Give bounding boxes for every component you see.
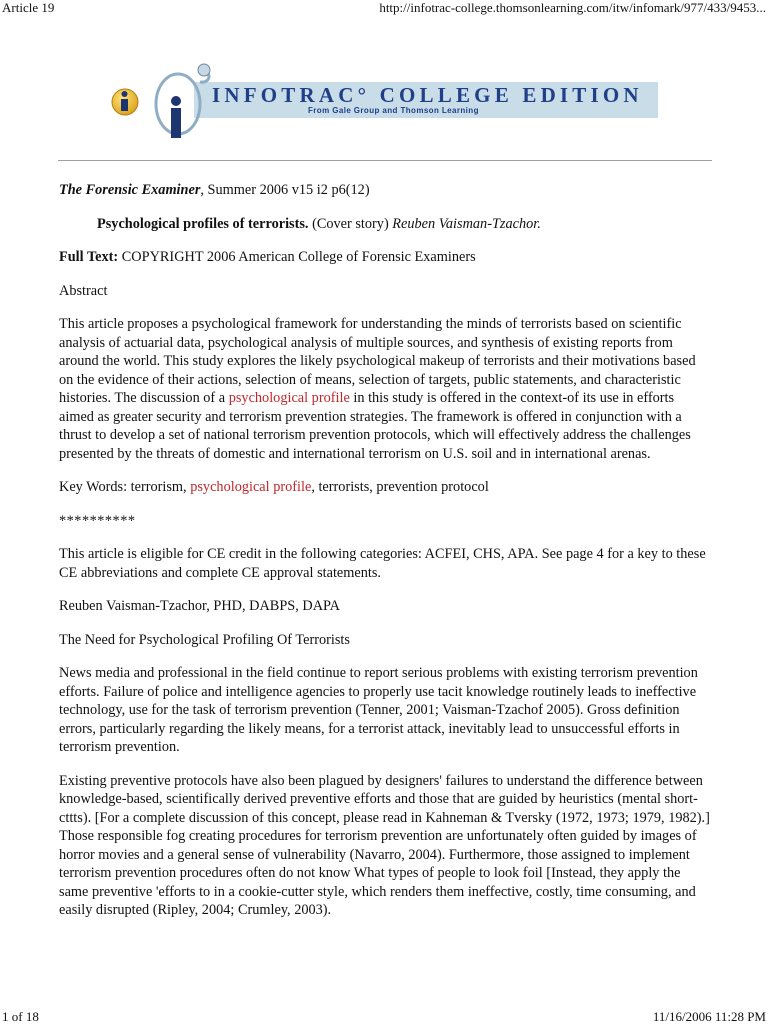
print-header-url: http://infotrac-college.thomsonlearning.com/itw/infomark/977/433/9453...: [379, 0, 766, 15]
abstract-paragraph: [59, 315, 711, 463]
keywords-text-2: , terrorists, prevention protocol: [311, 479, 489, 495]
page-counter: 1 of 18: [2, 1009, 39, 1024]
citation-line: [59, 181, 711, 200]
logo-title: INFOTRAC° COLLEGE EDITION: [212, 83, 643, 107]
section-heading: The Need for Psychological Profiling Of Terrorists: [59, 631, 350, 648]
keywords-text-1: Key Words: terrorism,: [59, 479, 191, 495]
section-separator: **********: [59, 512, 136, 529]
citation-details: , Summer 2006 v15 i2 p6(12): [200, 182, 370, 198]
psychological-profile-link[interactable]: psychological profile: [228, 390, 350, 406]
header-divider: [58, 160, 712, 161]
body-paragraph-2: Existing preventive protocols have also been plagued by designers' failures to understand the difference between knowledge-based, scientifically derived preventive efforts and those that are guided by heuristics (mental short-cttts). [For a complete discussion of this concept, please read in Kahneman & Tversky (1972, 1973; 1979, 1982).] Those responsible fog creating procedures for terrorism prevention are unfortunately often guided by images of horror movies and a general sense of vulnerability (Navarro, 2004). Furthermore, those assigned to implement terrorism prevention procedures often do not know What types of people to look foil [Instead, they apply the same preventive 'efforts to in a cookie-cutter style, which renders them ineffective, costly, time consuming, and easily disrupted (Ripley, 2004; Crumley, 2003).: [59, 772, 710, 918]
ce-credit-note: This article is eligible for CE credit in the following categories: ACFEI, CHS, APA. See page 4 for a key to these CE abbreviations and complete CE approval statements.: [59, 546, 706, 581]
abstract-text-1: This article proposes a psychological framework for understanding the minds of terrorists based on scientific analysis of actuarial data, psychological analysis of multiple sources, and synthesis of existing reports from around the world. This study explores the likely psychological makeup of terrorists and their motivations based on the evidence of their actions, selection of means, selection of targets, public statements, and characteristic histories. The discussion of a: [59, 316, 696, 406]
author-credentials: Reuben Vaisman-Tzachor, PHD, DABPS, DAPA: [59, 598, 340, 614]
article-author: Reuben Vaisman-Tzachor.: [392, 215, 541, 232]
article-title-line: [59, 215, 711, 234]
body-paragraph-1: News media and professional in the field continue to report serious problems with existing terrorism prevention efforts. Failure of police and intelligence agencies to properly use tacit knowledge routinely leads to ineffective technology, use for the task of terrorism prevention (Tenner, 2001; Vaisman-Tzachof 2005). Gross definition errors, particularly regarding the likely means, for a terrorist attack, inevitably lead to unsuccessful efforts in terrorism prevention.: [59, 665, 698, 755]
fulltext-label: Full Text:: [59, 249, 119, 265]
abstract-text-2: in this study is offered in the context-of its use in efforts aimed as greater security and terrorism prevention strategies. The framework is offered in conjunction with a thrust to develop a set of national terrorism prevention protocols, which will effectively address the challenges presented by the threats of domestic and international terrorism on U.S. soil and in international arenas.: [59, 390, 691, 462]
infotrac-logo-banner: [108, 62, 660, 146]
print-timestamp: 11/16/2006 11:28 PM: [652, 1009, 766, 1024]
fulltext-line: [59, 248, 711, 267]
article-title: Psychological profiles of terrorists.: [97, 215, 309, 232]
print-header-title: Article 19: [2, 0, 55, 15]
journal-name: The Forensic Examiner: [59, 182, 201, 198]
keyword-psychological-profile-link[interactable]: psychological profile: [190, 479, 312, 495]
article-body: [59, 181, 711, 935]
keywords-line: [59, 478, 711, 497]
logo-subtitle: From Gale Group and Thomson Learning: [308, 106, 479, 115]
abstract-heading: Abstract: [59, 282, 108, 299]
copyright-text: COPYRIGHT 2006 American College of Forensic Examiners: [118, 249, 476, 265]
info-i-icon: [108, 62, 218, 146]
cover-story-note: (Cover story): [308, 215, 393, 232]
